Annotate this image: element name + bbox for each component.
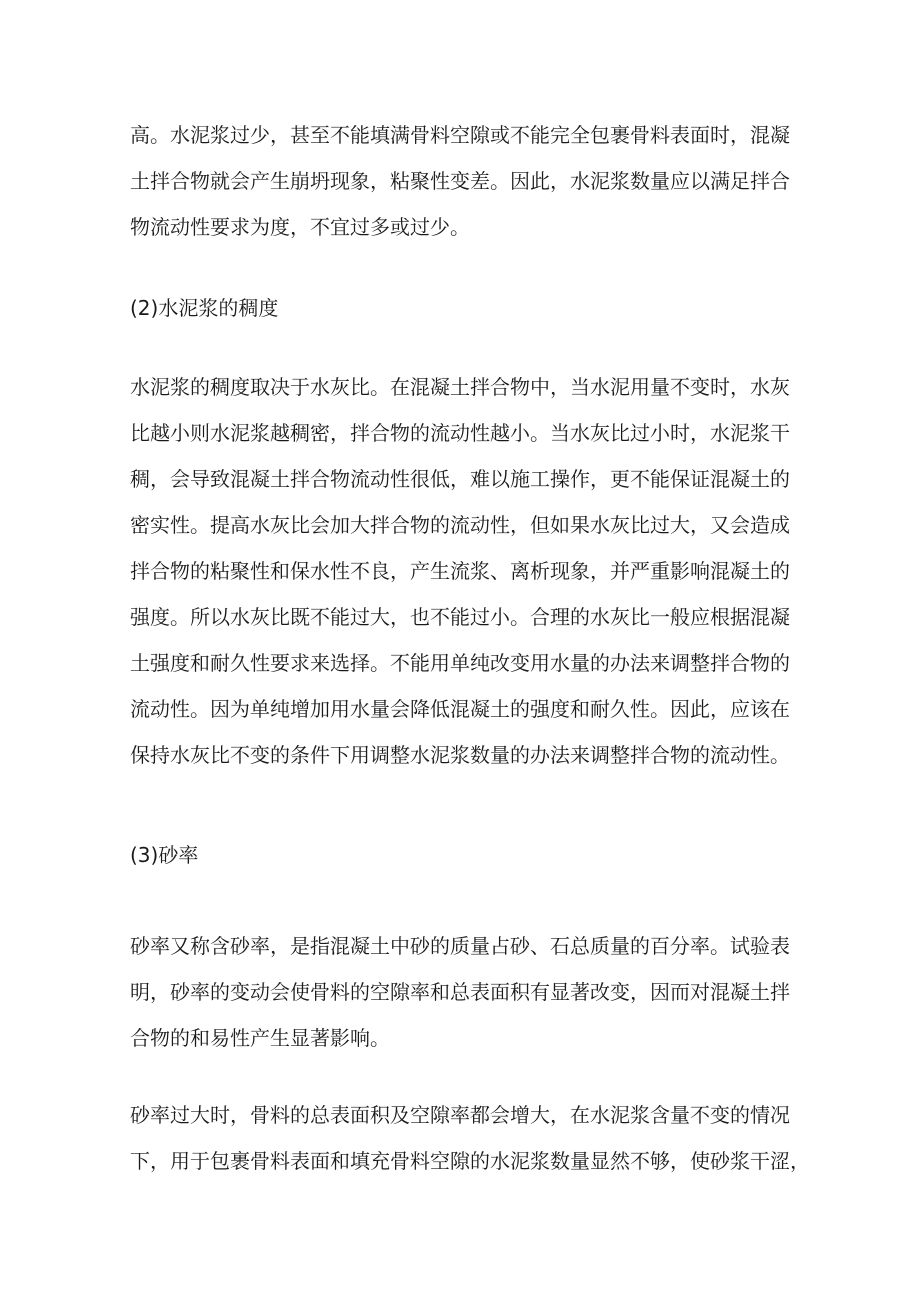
section-heading-sand-ratio bbox=[130, 832, 802, 878]
text-line: 流动性。因为单纯增加用水量会降低混凝土的强度和耐久性。因此，应该在 bbox=[130, 697, 790, 721]
text-line: 下，用于包裹骨料表面和填充骨料空隙的水泥浆数量显然不够，使砂浆干涩， bbox=[130, 1149, 810, 1173]
text-line: 砂率又称含砂率，是指混凝土中砂的质量占砂、石总质量的百分率。试验表 bbox=[130, 934, 790, 958]
text-line: 比越小则水泥浆越稠密，拌合物的流动性越小。当水灰比过小时，水泥浆干 bbox=[130, 421, 790, 445]
section-heading-paste-consistency bbox=[130, 285, 802, 331]
paragraph-sand-ratio-definition bbox=[130, 923, 802, 1061]
text-line: 明，砂率的变动会使骨料的空隙率和总表面积有显著改变，因而对混凝土拌 bbox=[130, 980, 790, 1004]
text-line: 强度。所以水灰比既不能过大，也不能过小。合理的水灰比一般应根据混凝 bbox=[130, 605, 790, 629]
text-line: 水泥浆的稠度取决于水灰比。在混凝土拌合物中，当水泥用量不变时，水灰 bbox=[130, 375, 790, 399]
text-line: 密实性。提高水灰比会加大拌合物的流动性，但如果水灰比过大，又会造成 bbox=[130, 513, 790, 537]
text-line: 保持水灰比不变的条件下用调整水泥浆数量的办法来调整拌合物的流动性。 bbox=[130, 743, 790, 767]
text-line: 稠，会导致混凝土拌合物流动性很低，难以施工操作，更不能保证混凝土的 bbox=[130, 467, 790, 491]
heading-text: (3)砂率 bbox=[130, 843, 199, 867]
paragraph-cement-paste-quantity bbox=[130, 112, 802, 250]
heading-text: (2)水泥浆的稠度 bbox=[130, 296, 279, 320]
text-line: 砂率过大时，骨料的总表面积及空隙率都会增大，在水泥浆含量不变的情况 bbox=[130, 1103, 790, 1127]
text-line: 物流动性要求为度，不宜过多或过少。 bbox=[130, 215, 470, 239]
paragraph-paste-consistency bbox=[130, 364, 802, 778]
text-line: 合物的和易性产生显著影响。 bbox=[130, 1026, 390, 1050]
text-line: 高。水泥浆过少，甚至不能填满骨料空隙或不能完全包裹骨料表面时，混凝 bbox=[130, 123, 790, 147]
paragraph-sand-ratio-too-high bbox=[130, 1092, 810, 1184]
text-line: 土强度和耐久性要求来选择。不能用单纯改变用水量的办法来调整拌合物的 bbox=[130, 651, 790, 675]
text-line: 土拌合物就会产生崩坍现象，粘聚性变差。因此，水泥浆数量应以满足拌合 bbox=[130, 169, 790, 193]
text-line: 拌合物的粘聚性和保水性不良，产生流浆、离析现象，并严重影响混凝土的 bbox=[130, 559, 790, 583]
